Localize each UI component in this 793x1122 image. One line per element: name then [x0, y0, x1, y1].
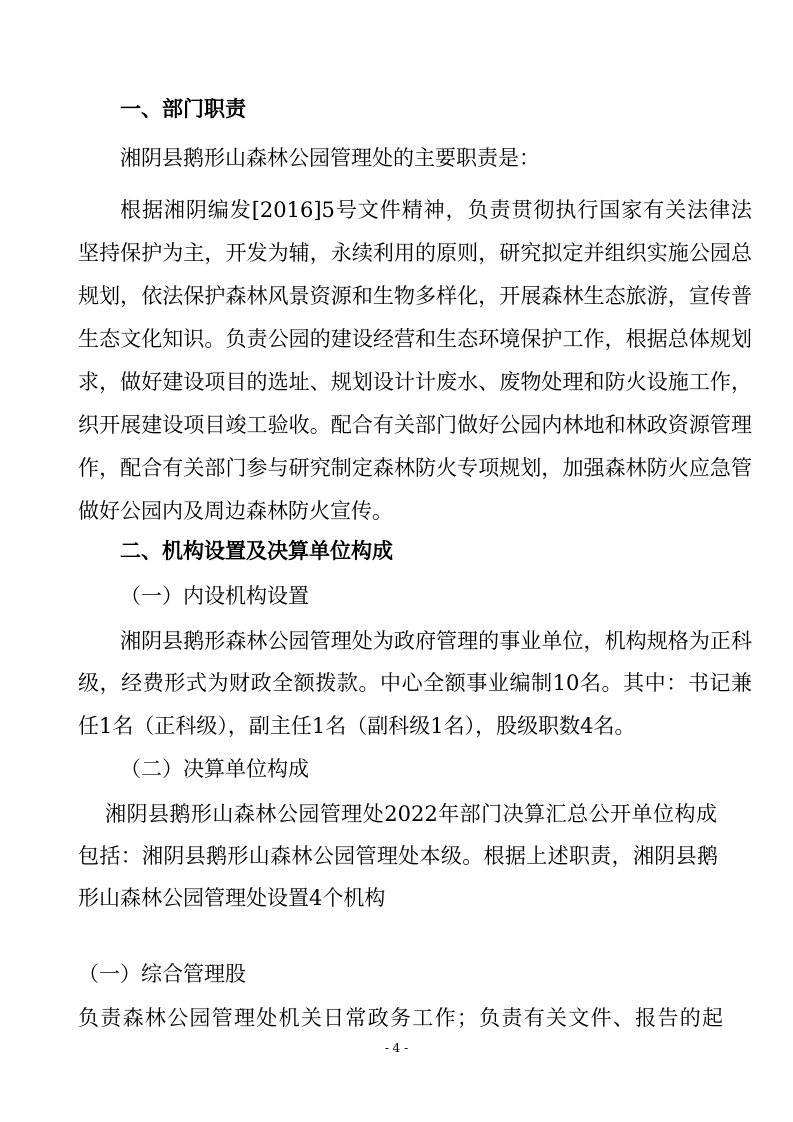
structure-line: 级，经费形式为财政全额拨款。中心全额事业编制10名。其中：书记兼	[78, 671, 752, 695]
duties-line: 求，做好建设项目的选址、规划设计计废水、废物处理和防火设施工作，	[78, 370, 752, 394]
composition-line: 湘阴县鹅形山森林公园管理处2022年部门决算汇总公开单位构成	[105, 802, 717, 826]
composition-line: 形山森林公园管理处设置4个机构	[78, 886, 386, 910]
duties-line: 做好公园内及周边森林防火宣传。	[78, 499, 393, 523]
section-heading-organization: 二、机构设置及决算单位构成	[120, 539, 393, 563]
general-management-line: 负责森林公园管理处机关日常政务工作；负责有关文件、报告的起	[78, 1006, 723, 1030]
subheading-general-management: （一）综合管理股	[78, 962, 246, 986]
subheading-unit-composition: （二）决算单位构成	[120, 757, 309, 781]
duties-line: 生态文化知识。负责公园的建设经营和生态环境保护工作，根据总体规划	[78, 327, 752, 351]
duties-line: 坚持保护为主，开发为辅，永续利用的原则，研究拟定并组织实施公园总	[78, 241, 752, 265]
duties-line: 织开展建设项目竣工验收。配合有关部门做好公园内林地和林政资源管理	[78, 413, 752, 437]
page-number: - 4 -	[384, 1041, 409, 1055]
section-heading-duties: 一、部门职责	[120, 97, 246, 121]
duties-line: 根据湘阴编发[2016]5号文件精神，负责贯彻执行国家有关法律法	[120, 198, 752, 222]
structure-line: 任1名（正科级），副主任1名（副科级1名），股级职数4名。	[78, 714, 636, 738]
subheading-internal-structure: （一）内设机构设置	[120, 584, 309, 608]
structure-line: 湘阴县鹅形森林公园管理处为政府管理的事业单位，机构规格为正科	[120, 629, 752, 653]
duties-intro: 湘阴县鹅形山森林公园管理处的主要职责是：	[120, 146, 540, 170]
composition-line: 包括：湘阴县鹅形山森林公园管理处本级。根据上述职责，湘阴县鹅	[78, 844, 718, 868]
duties-line: 规划，依法保护森林风景资源和生物多样化，开展森林生态旅游，宣传普	[78, 284, 752, 308]
duties-line: 作，配合有关部门参与研究制定森林防火专项规划，加强森林防火应急管	[78, 456, 752, 480]
